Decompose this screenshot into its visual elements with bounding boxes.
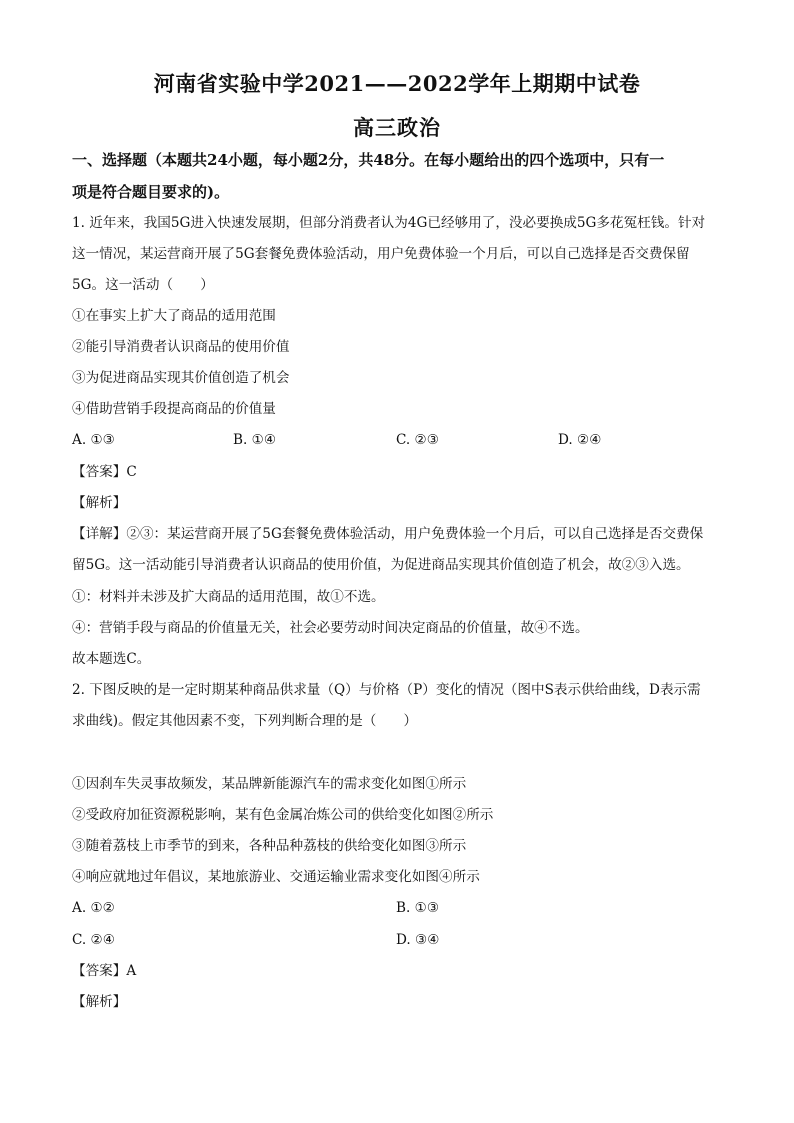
q1-detail-line1: 【详解】②③：某运营商开展了5G套餐免费体验活动，用户免费体验一个月后，可以自己选择是否交费保	[72, 526, 704, 542]
q2-answer: 【答案】A	[72, 963, 137, 979]
q1-stem-line1: 1. 近年来，我国5G进入快速发展期，但部分消费者认为4G已经够用了，没必要换成5G多花冤枉钱。针对	[72, 215, 706, 231]
q1-detail-line5: 故本题选C。	[72, 651, 151, 667]
section-heading-line1: 一、选择题（本题共24小题，每小题2分，共48分。在每小题给出的四个选项中，只有一	[72, 151, 665, 169]
q1-option-a: A. ①③	[72, 432, 115, 448]
q1-detail-line3: ①：材料并未涉及扩大商品的适用范围，故①不选。	[72, 589, 385, 605]
q2-option-a: A. ①②	[72, 900, 115, 916]
q2-option-d: D. ③④	[396, 932, 440, 948]
q2-item-2: ②受政府加征资源税影响，某有色金属冶炼公司的供给变化如图②所示	[72, 807, 494, 823]
q1-detail-line2: 留5G。这一活动能引导消费者认识商品的使用价值，为促进商品实现其价值创造了机会，故②③入选。	[72, 557, 690, 573]
q1-analysis-label: 【解析】	[72, 495, 127, 511]
q1-item-4: ④借助营销手段提高商品的价值量	[72, 401, 276, 417]
q2-stem-line1: 2. 下图反映的是一定时期某种商品供求量（Q）与价格（P）变化的情况（图中S表示供给曲线，D表示需	[72, 682, 701, 698]
q1-option-b: B. ①④	[233, 432, 277, 448]
q1-option-c: C. ②③	[396, 432, 439, 448]
document-title: 河南省实验中学2021——2022学年上期期中试卷	[153, 71, 641, 96]
q1-option-d: D. ②④	[558, 432, 602, 448]
q1-answer: 【答案】C	[72, 464, 137, 480]
q1-stem-line2: 这一情况，某运营商开展了5G套餐免费体验活动，用户免费体验一个月后，可以自己选择是否交费保留	[72, 246, 690, 262]
q2-item-3: ③随着荔枝上市季节的到来，各种品种荔枝的供给变化如图③所示	[72, 838, 467, 854]
q1-item-1: ①在事实上扩大了商品的适用范围	[72, 308, 276, 324]
section-heading-line2: 项是符合题目要求的)。	[72, 183, 230, 201]
q2-analysis-label: 【解析】	[72, 994, 127, 1010]
q1-item-3: ③为促进商品实现其价值创造了机会	[72, 370, 290, 386]
q1-stem-line3: 5G。这一活动（ ）	[72, 277, 214, 293]
q2-option-c: C. ②④	[72, 932, 115, 948]
q2-stem-line2: 求曲线)。假定其他因素不变，下列判断合理的是（ ）	[72, 713, 418, 729]
q1-detail-line4: ④：营销手段与商品的价值量无关，社会必要劳动时间决定商品的价值量，故④不选。	[72, 620, 589, 636]
q2-item-1: ①因刹车失灵事故频发，某品牌新能源汽车的需求变化如图①所示	[72, 776, 467, 792]
q1-item-2: ②能引导消费者认识商品的使用价值	[72, 339, 290, 355]
document-subtitle: 高三政治	[353, 115, 441, 140]
q2-option-b: B. ①③	[396, 900, 440, 916]
q2-item-4: ④响应就地过年倡议，某地旅游业、交通运输业需求变化如图④所示	[72, 869, 480, 885]
